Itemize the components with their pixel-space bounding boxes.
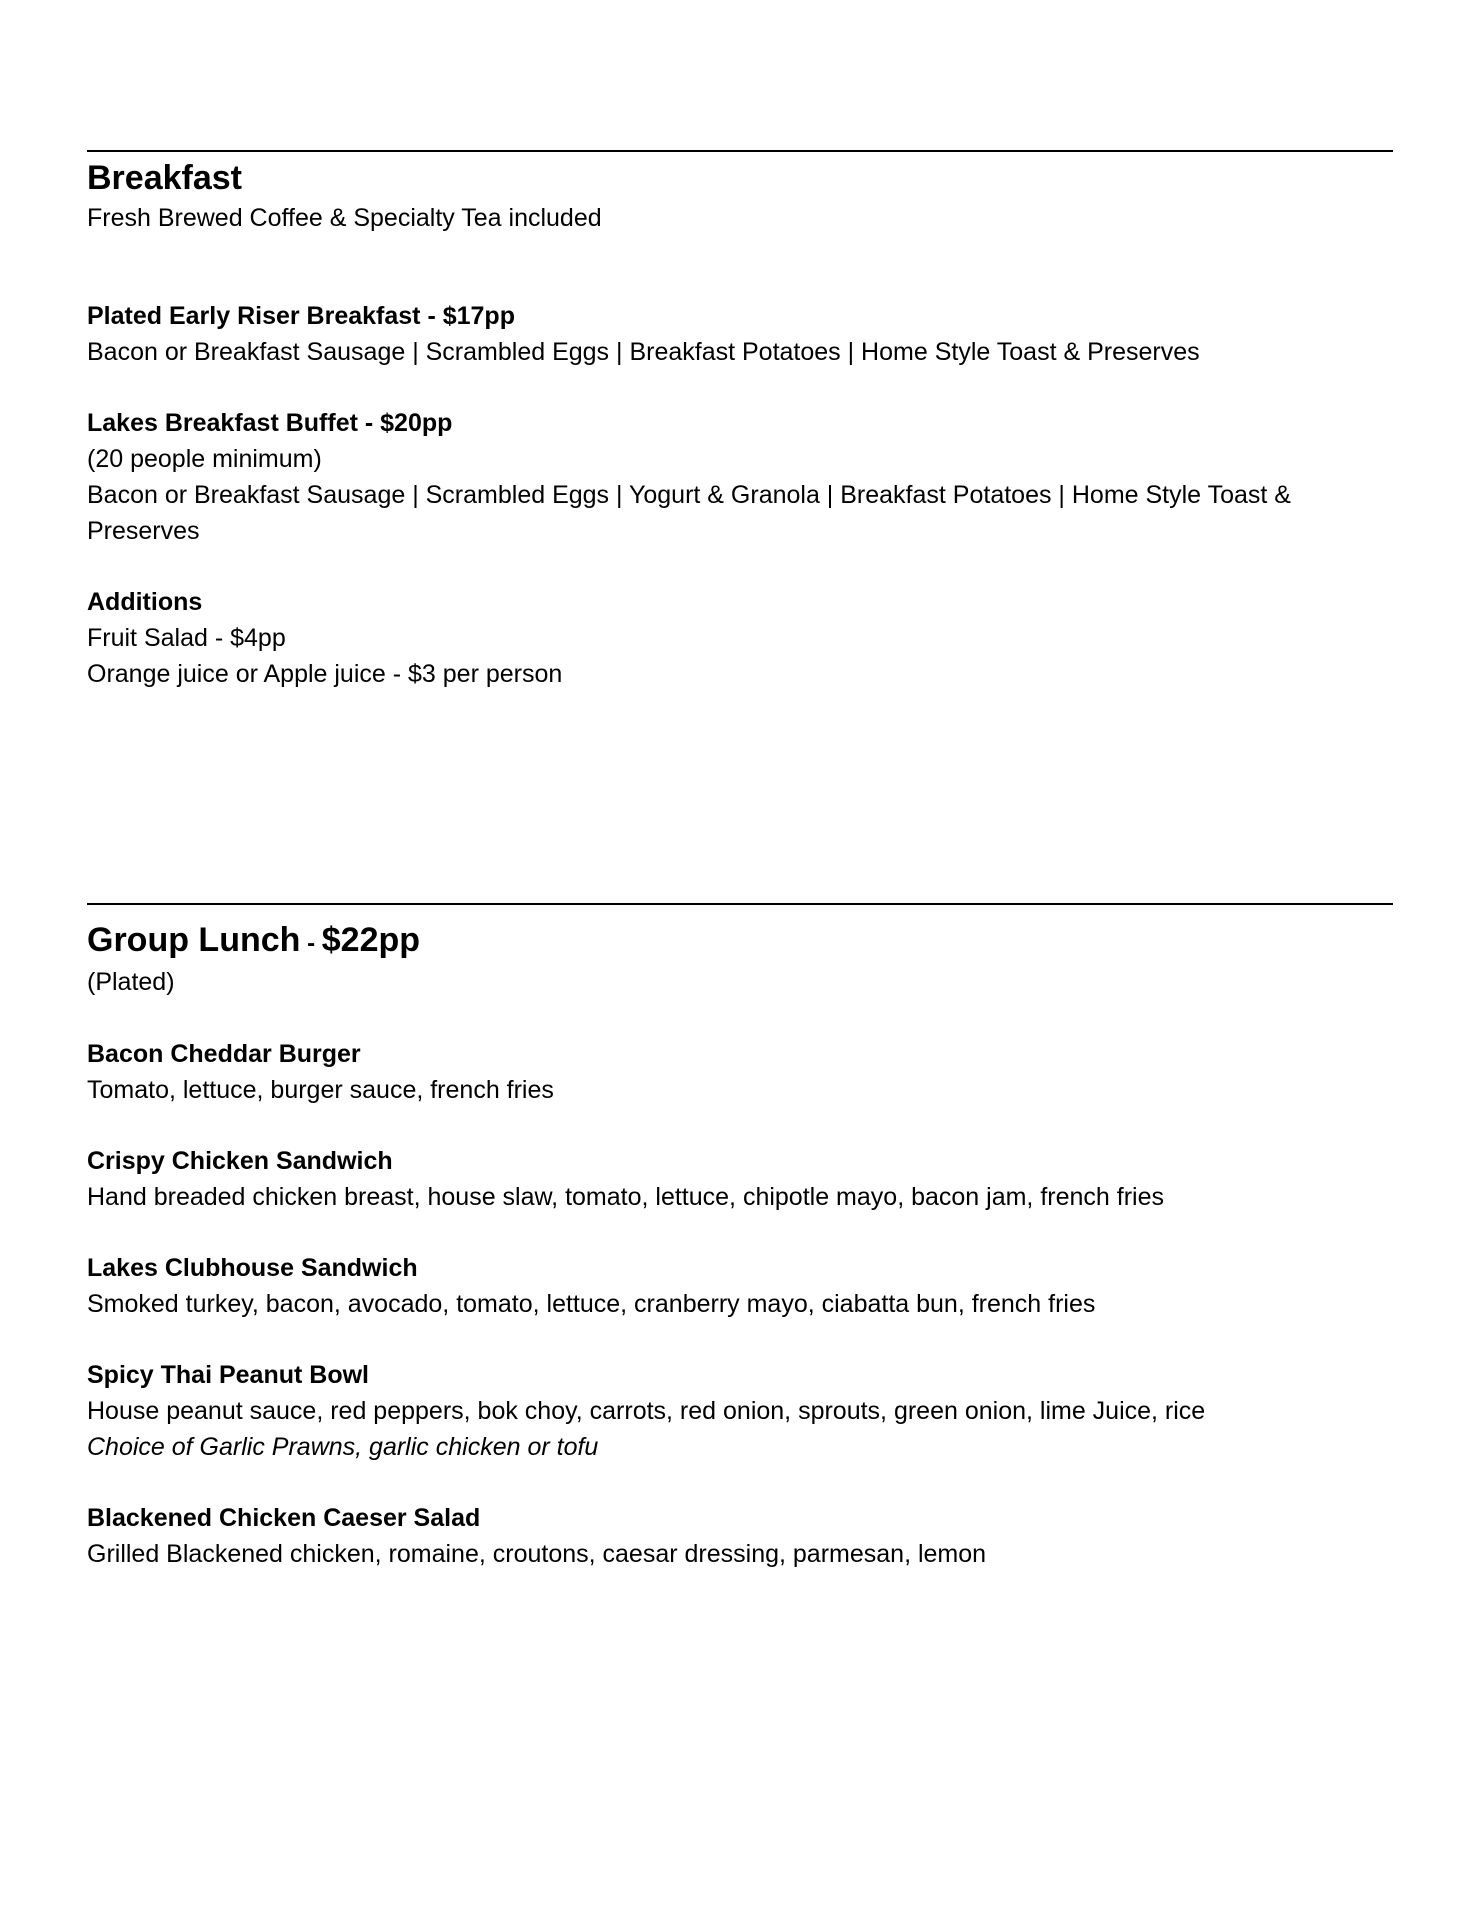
menu-item <box>87 1357 1397 1465</box>
menu-item-description: Grilled Blackened chicken, romaine, croutons, caesar dressing, parmesan, lemon <box>87 1540 987 1568</box>
lunch-subtitle: (Plated) <box>87 968 175 996</box>
section-divider <box>87 150 1393 152</box>
lunch-price: $22pp <box>321 921 421 959</box>
menu-item <box>87 298 1397 370</box>
menu-item <box>87 1500 1397 1572</box>
lunch-title-text: Group Lunch <box>87 921 301 959</box>
menu-item-name: Additions <box>87 588 203 616</box>
menu-item-note: (20 people minimum) <box>87 445 322 473</box>
menu-item-description: Tomato, lettuce, burger sauce, french fries <box>87 1076 554 1104</box>
lunch-header <box>87 920 1397 1000</box>
section-divider <box>87 903 1393 905</box>
lunch-title <box>87 920 1397 964</box>
menu-item-name: Bacon Cheddar Burger <box>87 1040 361 1068</box>
menu-item-description: Hand breaded chicken breast, house slaw, tomato, lettuce, chipotle mayo, bacon jam, french fries <box>87 1183 1164 1211</box>
breakfast-header <box>87 158 1397 236</box>
breakfast-subtitle: Fresh Brewed Coffee & Specialty Tea included <box>87 204 602 232</box>
menu-item-name: Spicy Thai Peanut Bowl <box>87 1361 369 1389</box>
menu-item-name: Lakes Breakfast Buffet - $20pp <box>87 409 453 437</box>
menu-item-description: Preserves <box>87 517 200 545</box>
menu-item <box>87 1143 1397 1215</box>
menu-item <box>87 1036 1397 1108</box>
menu-item <box>87 1250 1397 1322</box>
lunch-title-dash: - <box>300 930 322 957</box>
menu-item-name: Plated Early Riser Breakfast - $17pp <box>87 302 515 330</box>
menu-item-name: Lakes Clubhouse Sandwich <box>87 1254 418 1282</box>
menu-item-name: Blackened Chicken Caeser Salad <box>87 1504 481 1532</box>
menu-item-name: Crispy Chicken Sandwich <box>87 1147 393 1175</box>
menu-item-description: Smoked turkey, bacon, avocado, tomato, lettuce, cranberry mayo, ciabatta bun, french fries <box>87 1290 1096 1318</box>
menu-item-note: Choice of Garlic Prawns, garlic chicken or tofu <box>87 1433 599 1461</box>
menu-item-description: Fruit Salad - $4pp <box>87 624 286 652</box>
breakfast-title: Breakfast <box>87 159 242 197</box>
menu-item <box>87 405 1397 549</box>
menu-item-description: Orange juice or Apple juice - $3 per person <box>87 660 563 688</box>
menu-item-description: Bacon or Breakfast Sausage | Scrambled Eggs | Yogurt & Granola | Breakfast Potatoes | Home Style Toast & <box>87 481 1291 509</box>
menu-item-description: House peanut sauce, red peppers, bok choy, carrots, red onion, sprouts, green onion, lime Juice, rice <box>87 1397 1206 1425</box>
menu-item-description: Bacon or Breakfast Sausage | Scrambled Eggs | Breakfast Potatoes | Home Style Toast & Preserves <box>87 338 1200 366</box>
menu-item <box>87 584 1397 692</box>
